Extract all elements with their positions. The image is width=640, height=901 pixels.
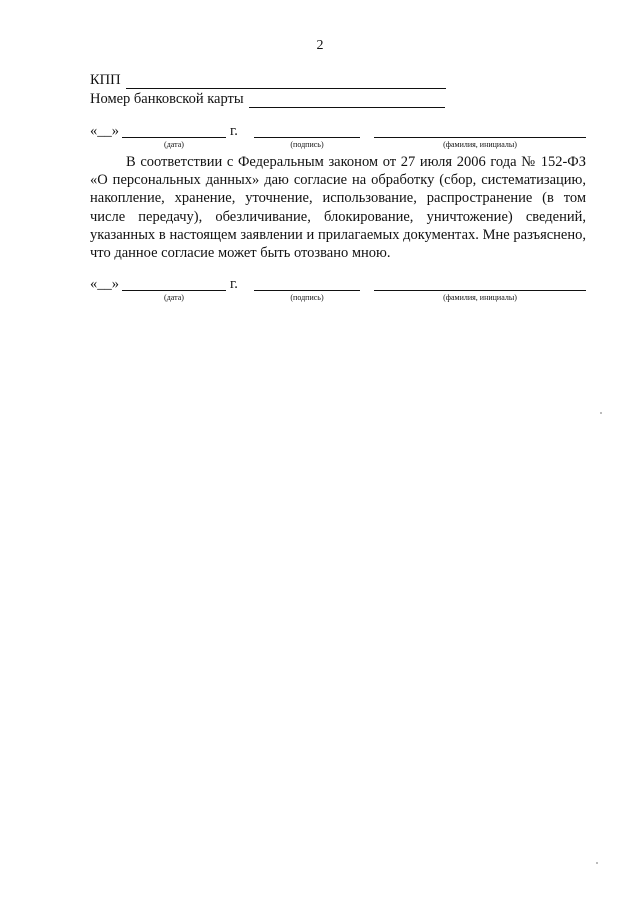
name-caption: (фамилия, инициалы)	[443, 293, 517, 302]
signature-row-1	[90, 123, 590, 153]
date-caption: (дата)	[164, 293, 184, 302]
name-caption: (фамилия, инициалы)	[443, 140, 517, 149]
year-suffix: г.	[230, 276, 238, 292]
name-line	[374, 276, 586, 291]
date-line	[122, 276, 226, 291]
day-quote: «__»	[90, 123, 119, 139]
consent-paragraph: В соответствии с Федеральным законом от 27 июля 2006 года № 152-ФЗ «О персональных данных» даю согласие на обработку (сбор, систематизацию, накопление, хранение, уточнение, использование, распространение (в том числе передачу), обезличивание, блокирование, уничтожение) сведений, указанных в настоящем заявлении и прилагаемых документах. Мне разъяснено, что данное согласие может быть отозвано мною.	[90, 154, 586, 262]
date-caption: (дата)	[164, 140, 184, 149]
date-line	[122, 123, 226, 138]
signature-row-2	[90, 276, 590, 306]
kpp-label: КПП	[90, 72, 121, 88]
bank-card-blank	[249, 93, 445, 108]
scan-speck	[596, 862, 598, 864]
year-suffix: г.	[230, 123, 238, 139]
signature-caption: (подпись)	[290, 140, 324, 149]
signature-line	[254, 276, 360, 291]
bank-card-field	[90, 91, 445, 108]
signature-line	[254, 123, 360, 138]
kpp-blank	[126, 74, 446, 89]
name-line	[374, 123, 586, 138]
kpp-field	[90, 72, 446, 89]
scan-speck	[600, 412, 602, 414]
signature-caption: (подпись)	[290, 293, 324, 302]
page-number: 2	[316, 38, 324, 53]
day-quote: «__»	[90, 276, 119, 292]
bank-card-label: Номер банковской карты	[90, 91, 244, 107]
